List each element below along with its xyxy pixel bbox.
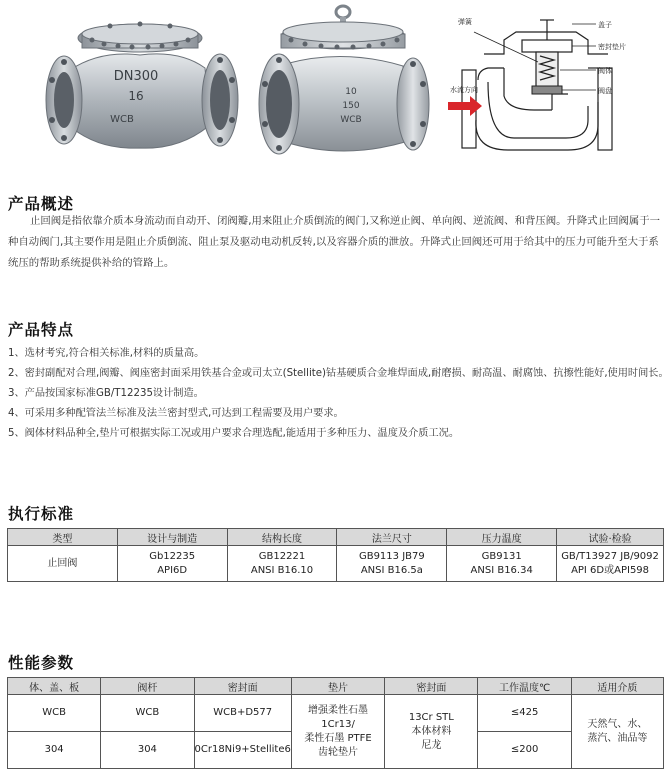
table-cell: 304 [101,732,194,769]
table-cell: ≤200 [478,732,571,769]
features-title: 产品特点 [8,321,75,339]
cell-line: GB9113 JB79 [358,550,425,562]
table-cell-seal2 [385,695,478,769]
performance-title: 性能参数 [8,654,75,672]
table-row [8,546,664,582]
column-header: 适用介质 [571,678,663,695]
cell-line: 本体材料 [411,725,452,737]
product-images [0,0,670,170]
diagram-label-flow: 水流方向 [450,86,478,94]
column-header: 法兰尺寸 [337,529,447,546]
feature-item: 4、可采用多种配管法兰标准及法兰密封型式,可达到工程需要及用户要求。 [8,408,344,419]
cell-line: GB9131 [481,550,522,562]
cell-line: 天然气、水、 [587,718,648,730]
table-cell [557,546,664,582]
diagram-label-cover: 盖子 [598,21,612,29]
table-cell-gasket [291,695,384,769]
table-cell [227,546,337,582]
column-header: 垫片 [291,678,384,695]
overview-text: 止回阀是指依靠介质本身流动而自动开、闭阀瓣,用来阻止介质倒流的阀门,又称逆止阀、单向阀、逆流阀、和背压阀。升降式止回阀属于一种自动阀门,其主要作用是阻止介质倒流、阻止泵及驱动电动机反转,以及容器介质的泄放。升降式止回阀还可用于给其中的压力可能升至大于系统压的帮助系统提供补给的管路上。 [8,215,661,269]
column-header: 试验·检验 [557,529,664,546]
overview-title: 产品概述 [8,195,75,213]
valve2-pn-marking: 10 [345,87,357,97]
cell-line: GB12221 [258,550,306,562]
diagram-label-body: 阀体 [598,67,612,75]
swing-check-valve-photo-2 [255,4,435,164]
standards-table [7,528,664,582]
swing-check-valve-photo-1 [40,10,245,165]
cell-line: 增强柔性石墨 1Cr13/ [308,704,369,730]
table-cell: 304 [8,732,101,769]
column-header: 密封面 [194,678,291,695]
performance-header-row [8,678,664,695]
cell-line: 柔性石墨 PTFE [304,732,372,744]
cell-line: 齿轮垫片 [318,746,359,758]
table-cell-media [571,695,663,769]
cell-line: ANSI B16.34 [470,564,533,576]
table-cell: ≤425 [478,695,571,732]
column-header: 工作温度℃ [478,678,571,695]
valve1-material-marking: WCB [110,114,134,125]
column-header: 类型 [8,529,118,546]
cell-line: API6D [157,564,188,576]
table-cell: WCB [101,695,194,732]
feature-item: 2、密封副配对合理,阀瓣、阀座密封面采用铁基合金或司太立(Stellite)钴基硬质合金堆焊面成,耐磨损、耐高温、耐腐蚀、抗擦性能好,使用时间长。 [8,368,669,379]
table-cell: WCB+D577 [194,695,291,732]
table-row [8,695,664,732]
feature-item: 3、产品按国家标准GB/T12235设计制造。 [8,388,204,399]
cell-line: API 6D或API598 [571,564,650,576]
standards-header-row [8,529,664,546]
table-cell [447,546,557,582]
feature-item: 1、选材考究,符合相关标准,材料的质量高。 [8,348,205,359]
valve1-pn-marking: 16 [128,89,144,103]
performance-table [7,677,664,769]
column-header: 阀杆 [101,678,194,695]
valve-cross-section-diagram [448,10,668,160]
table-cell [337,546,447,582]
valve2-material-marking: WCB [340,115,362,125]
cell-line: 止回阀 [47,557,78,569]
cell-line: 蒸汽、油品等 [587,732,648,744]
feature-item: 5、阀体材料品种全,垫片可根据实际工况或用户要求合理选配,能适用于多种压力、温度及介质工况。 [8,428,460,439]
column-header: 体、盖、板 [8,678,101,695]
column-header: 密封面 [385,678,478,695]
standards-title: 执行标准 [8,505,75,523]
table-cell: WCB [8,695,101,732]
cell-line: ANSI B16.5a [360,564,423,576]
cell-line: ANSI B16.10 [250,564,314,576]
diagram-label-disc: 阀盘 [598,87,612,95]
valve2-dn-marking: 150 [342,101,360,111]
diagram-label-gasket: 密封垫片 [598,43,626,51]
valve1-dn-marking: DN300 [113,69,159,84]
cell-line: 尼龙 [421,739,442,751]
cell-line: GB/T13927 JB/9092 [561,550,659,562]
table-cell [8,546,118,582]
cell-line: Gb12235 [149,550,196,562]
table-cell [117,546,227,582]
column-header: 设计与制造 [117,529,227,546]
column-header: 压力温度 [447,529,557,546]
cell-line: 13Cr STL [408,711,454,723]
table-cell: 0Cr18Ni9+Stellite6 [194,732,291,769]
column-header: 结构长度 [227,529,337,546]
diagram-label-spring: 弹簧 [458,18,472,26]
